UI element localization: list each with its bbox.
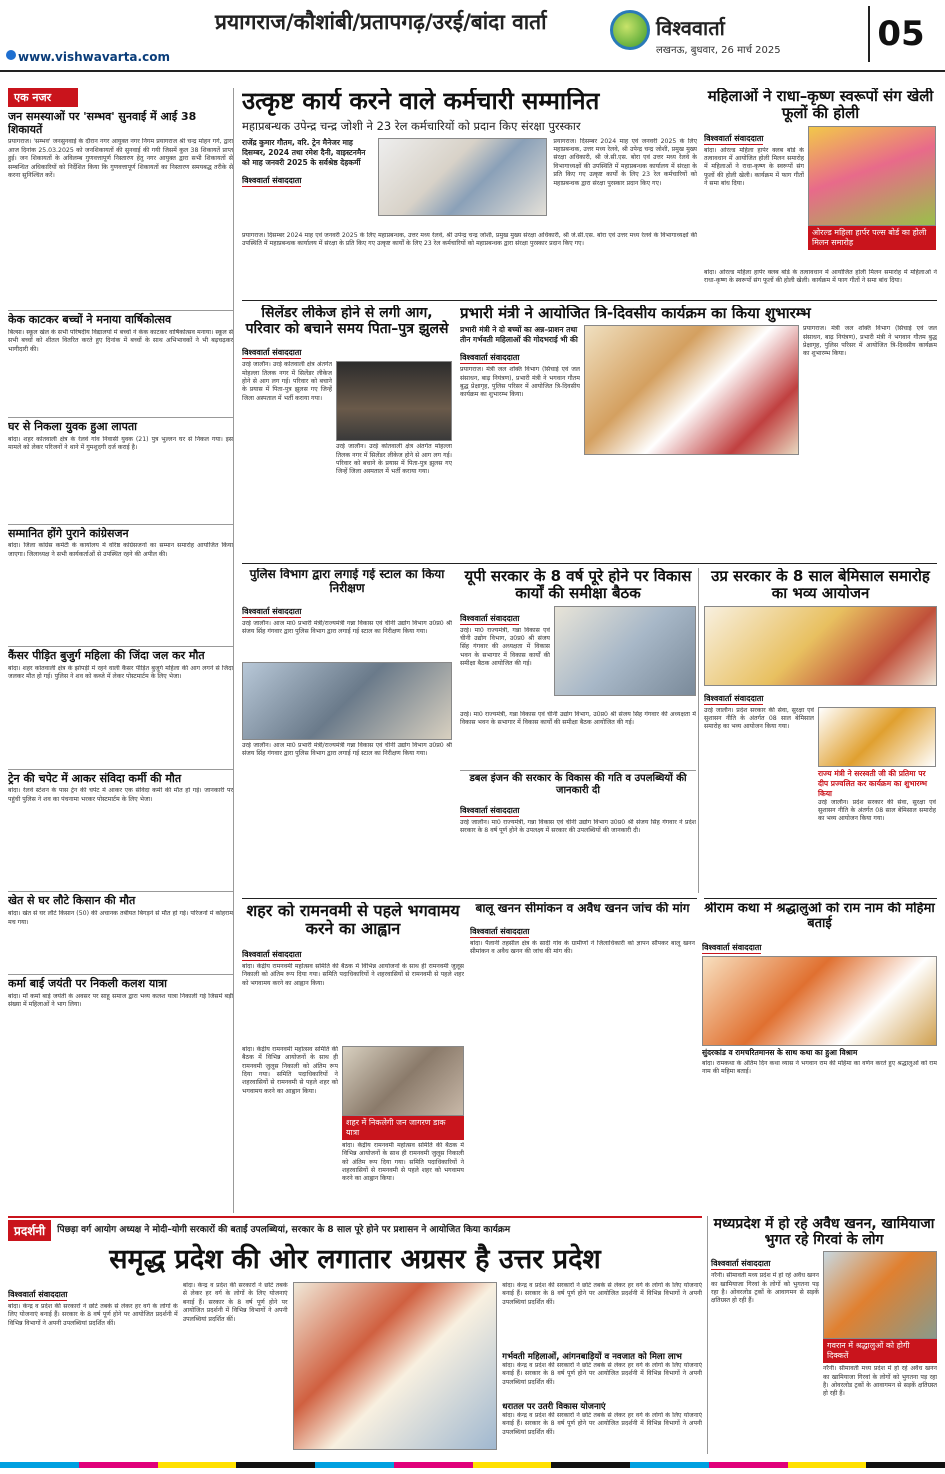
fire-body: उरई जालौन। उरई कोतवाली क्षेत्र अंतर्गत मोहल्ला तिलक नगर में सिलेंडर लीकेज होने से आग लग गई। परिवार को बचाने के प्रयास में पिता-पुत्र झुलस गए जिन्हें जिला अस्पताल में भर्ती कराया गया। (242, 361, 332, 402)
eight-years-headline: उप्र सरकार के 8 साल बेमिसाल समारोह का भव्य आयोजन (711, 568, 930, 603)
holi-headline: महिलाओं ने राधा–कृष्ण स्वरूपों संग खेली फूलों की होली (707, 88, 934, 123)
byline: विश्ववार्ता संवाददाता (702, 942, 762, 952)
website-url[interactable]: www.vishwavarta.com (18, 50, 170, 64)
holi-photo (808, 126, 936, 226)
ramnavami-body: बांदा। केंद्रीय रामनवमी महोत्सव समिति की बैठक में विभिन्न आयोजनों के साथ ही रामनवमी जुलूस निकाली को अंतिम रूप दिया गया। समिति पदाधिकारियों ने शहरवासियों से रामनवमी से पहले शहर को भगवामय करने का आह्वान किया। (242, 962, 464, 987)
minister-body-side: प्रयागराज। मंत्री जल शक्ति विभाग (सिंचाई एवं जल संसाधन, बाढ़ नियंत्रण), प्रभारी मंत्री ने भगवान गौतम बुद्ध प्रेक्षागृह, पुलिस परिसर में आयोजित त्रि-दिवसीय कार्यक्रम का शुभारम्भ किया। (803, 325, 937, 358)
minister-headline: प्रभारी मंत्री ने आयोजित त्रि-दिवसीय कार्यक्रम का किया शुभारम्भ (460, 305, 811, 322)
fire-headline: सिलेंडर लीकेज होने से लगी आग, परिवार को बचाने समय पिता–पुत्र झुलसे (245, 305, 449, 338)
lead-bullet: राजेंद्र कुमार गौतम, वरि. ट्रेन मैनेजर माह दिसम्बर, 2024 तथा रमेश दैनी, वाइस्टनमैन को माह जनवरी 2025 के सर्वश्रेष्ठ देहकर्मी (242, 137, 366, 167)
photo-caption: गवरान में श्रद्धालुओं को होगी दिक्कतें (823, 1339, 937, 1363)
eight-years-story (704, 568, 937, 893)
byline: विश्ववार्ता संवाददाता (8, 1290, 68, 1299)
exhibition-body: बांदा। केन्द्र व प्रदेश की सरकारों ने छोटे तबके से लेकर हर वर्ग के लोगों के लिए योजनाएं बनाई हैं। सरकार के 8 वर्ष पूर्ण होने पर आयोजित प्रदर्शनी में विभिन्न विभागों ने अपनी उपलब्धियां प्रदर्शित कीं। (8, 1303, 178, 1327)
lead-body-side: प्रयागराज। दिसम्बर 2024 माह एवं जनवरी 2025 के लिए महाप्रबन्धक, उत्तर मध्य रेलवे, श्री उपेन्द्र चन्द्र जोशी, प्रमुख मुख्य संरक्षा अधिकारी, श्री जे.सी.एस. बोरा एवं उत्तर मध्य रेलवे के विभागाध्यक्षों की उपस्थिति में महाप्रबन्धक कार्यालय में संरक्षा के प्रति किए गए उत्कृष्ट कार्यों के लिए 23 रेल कर्मचारियों को महाप्रबन्धक द्वारा संरक्षा पुरस्कार प्रदान किए गए। (553, 137, 697, 187)
review-body-more: उरई। मा0 राज्यमंत्री, गन्ना विकास एवं चीनी उद्योग विभाग, उ0प्र0 श्री संजय सिंह गंगवार की अध्यक्षता में विकास भवन के सभागार में विकास कार्यों की समीक्षा बैठक आयोजित की गई। (460, 710, 696, 726)
section-tag: प्रदर्शनी (8, 1220, 51, 1241)
globe-icon (6, 50, 16, 60)
story-body: बांदा। माँ कर्मा बाई जयंती के अवसर पर साहू समाज द्वारा भव्य कलश यात्रा निकाली गई जिसमें बड़ी संख्या में महिलाओं ने भाग लिया। (8, 992, 233, 1009)
exhibition-strap (8, 1216, 702, 1242)
story-headline: जन समस्याओं पर 'सम्भव' सुनवाई में आई 38 शिकायतें (8, 110, 197, 136)
eight-years-body: उरई जालौन। प्रदेश सरकार की सेवा, सुरक्षा एवं सुशासन नीति के अंतर्गत 08 साल बेमिसाल समारोह का भव्य आयोजन किया गया। (704, 706, 814, 731)
exhibition-body-5: बांदा। केन्द्र व प्रदेश की सरकारों ने छोटे तबके से लेकर हर वर्ग के लोगों के लिए योजनाएं बनाई हैं। सरकार के 8 वर्ष पूर्ण होने पर आयोजित प्रदर्शनी में विभिन्न विभागों ने अपनी उपलब्धियां प्रदर्शित कीं। (502, 1412, 702, 1436)
story-body: बांदा। शहर कोतवाली क्षेत्र के झोपड़ी में रहने वाली कैंसर पीड़ित बुजुर्ग महिला की आग लगने से जिंदा जलकर मौत हो गई। पुलिस ने शव को कब्जे में लेकर पोस्टमार्टम के लिए भेजा। (8, 664, 233, 681)
police-headline: पुलिस विभाग द्वारा लगाई गई स्टाल का किया निरीक्षण (249, 568, 445, 595)
section-tag: एक नजर (8, 88, 78, 107)
subheading: धरातल पर उतरी विकास योजनाएं (502, 1402, 606, 1412)
byline: विश्ववार्ता संवाददाता (242, 175, 302, 185)
fire-story (242, 305, 452, 560)
photo-caption: ओरल्ड महिला हार्पर पल्स बोर्ड का होली मिलन समारोह (808, 226, 936, 250)
minister-story (460, 305, 937, 560)
mp-mining-story (707, 1216, 937, 1454)
divider (242, 563, 937, 564)
story-body: बांदा। शहर कोतवाली क्षेत्र के रेलवे गांव निवासी युवक (21) पुत्र भुल्लन घर से निकल गया। इस मामले को लेकर परिजनों ने थाने में गुमशुदगी दर्ज कराई है। (8, 435, 233, 451)
story-body: बांदा। जिला कांग्रेस कमेटी के कार्यालय में वरिष्ठ कांग्रेसजनों का सम्मान समारोह आयोजित किया जाएगा। जिलाध्यक्ष ने सभी कार्यकर्ताओं से उपस्थित रहने की अपील की। (8, 542, 233, 558)
fire-body-more: उरई जालौन। उरई कोतवाली क्षेत्र अंतर्गत मोहल्ला तिलक नगर में सिलेंडर लीकेज होने से आग लग गई। परिवार को बचाने के प्रयास में पिता-पुत्र झुलस गए जिन्हें जिला अस्पताल में भर्ती कराया गया। (336, 443, 452, 476)
column-divider (698, 568, 699, 893)
subheading: गर्भवती महिलाओं, आंगनबाड़ियों व नवजात को मिला लाभ (502, 1352, 682, 1362)
double-engine-body: उरई जालौन। मा0 राज्यमंत्री, गन्ना विकास एवं चीनी उद्योग विभाग उ0प्र0 श्री संजय सिंह गंगवार ने प्रदेश सरकार के 8 वर्ष पूर्ण होने के उपलक्ष्य में सरकार की उपलब्धियों की जानकारी दी। (460, 819, 696, 835)
story-headline: ट्रेन की चपेट में आकर संविदा कर्मी की मौत (8, 769, 233, 786)
holi-body-more: बांदा। ओरल्ड महिला हार्पर क्लब बोर्ड के तत्वावधान में आयोजित होली मिलन समारोह में महिलाओं ने राधा-कृष्ण के स्वरूपों संग फूलों की होली खेली। कार्यक्रम में फाग गीतों ने समा बांध दिया। (704, 268, 937, 284)
police-photo (242, 662, 452, 740)
photo-caption: सुंदरकांड व रामचरितमानस के साथ कथा का हुआ विश्राम (702, 1047, 858, 1057)
mp-mining-headline: मध्यप्रदेश में हो रहे अवैध खनन, खामियाजा भुगत रहे गिरवां के लोग (713, 1216, 935, 1249)
brand-logo (610, 10, 650, 50)
exhibition-strap-text: पिछड़ा वर्ग आयोग अध्यक्ष ने मोदी–योगी सरकारों की बताईं उपलब्धियां, सरकार के 8 साल पूरे होने पर प्रशासन ने आयोजित किया कार्यक्रम (57, 1224, 511, 1235)
byline: विश्ववार्ता संवाददाता (460, 353, 520, 363)
ramnavami-body-end: बांदा। केंद्रीय रामनवमी महोत्सव समिति की बैठक में विभिन्न आयोजनों के साथ ही रामनवमी जुलूस निकाली को अंतिम रूप दिया गया। समिति पदाधिकारियों ने शहरवासियों से रामनवमी से पहले शहर को भगवामय करने का आह्वान किया। (342, 1141, 464, 1183)
lamp-photo (818, 707, 936, 767)
left-column (8, 88, 234, 1213)
story-headline: खेत से घर लौटे किसान की मौत (8, 891, 233, 908)
exhibition-body-2: बांदा। केन्द्र व प्रदेश की सरकारों ने छोटे तबके से लेकर हर वर्ग के लोगों के लिए योजनाएं बनाई हैं। सरकार के 8 वर्ष पूर्ण होने पर आयोजित प्रदर्शनी में विभिन्न विभागों ने अपनी उपलब्धियां प्रदर्शित कीं। (182, 1282, 288, 1323)
byline: विश्ववार्ता संवाददाता (460, 806, 520, 815)
event-photo (704, 606, 937, 686)
story-headline: घर से निकला युवक हुआ लापता (8, 417, 233, 434)
lead-subhead: महाप्रबन्धक उपेन्द्र चन्द्र जोशी ने 23 रेल कर्मचारियों को प्रदान किए संरक्षा पुरस्कार (242, 118, 581, 133)
minister-body: प्रयागराज। मंत्री जल शक्ति विभाग (सिंचाई एवं जल संसाधन, बाढ़ नियंत्रण), प्रभारी मंत्री ने भगवान गौतम बुद्ध प्रेक्षागृह, पुलिस परिसर में आयोजित त्रि-दिवसीय कार्यक्रम का शुभारम्भ किया। (460, 366, 580, 399)
byline: विश्ववार्ता संवाददाता (242, 348, 302, 358)
masthead (0, 0, 945, 72)
brand-name: विश्ववार्ता (656, 16, 725, 40)
story-body: प्रयागराज। 'सम्भव' जनसुनवाई के दौरान नगर आयुक्त नगर निगम प्रयागराज श्री चन्द्र मोहन गर्ग, द्वारा आज दिनांक 25.03.2025 को जनशिकायतों की सुनवाई की गयी जिसमें कुल 38 शिकायतें प्राप्त हुई। जन शिकायतों के अविलम्ब गुणवत्तापूर्ण निस्तारण हेतु नगर आयुक्त द्वारा सभी शिकायतों से सम्बन्धित अधिकारियों को निर्देशित किया कि गुणवत्तापूर्ण शिकायतों का निस्तारण समयबद्ध तरीके से करना सुनिश्चित करें। (8, 138, 233, 179)
police-body: उरई जालौन। आज मा0 प्रभारी मंत्री/राज्यमंत्री गन्ना विकास एवं चीनी उद्योग विभाग उ0प्र0 श्री संजय सिंह गंगवार द्वारा पुलिस विभाग द्वारा लगाई गई स्टाल का निरीक्षण किया गया। (242, 619, 452, 635)
story-body: बांदा। रेलवे स्टेशन के पास ट्रेन की चपेट में आकर एक संविदा कर्मी की मौत हो गई। जानकारी पर पहुंची पुलिस ने शव का पंचनामा भरकर पोस्टमार्टम के लिए भेजा। (8, 787, 233, 803)
review-photo (554, 606, 696, 696)
story-body: बांदा। खेत से घर लौटे किसान (50) की अचानक तबीयत बिगड़ने से मौत हो गई। परिजनों में कोहराम मच गया। (8, 910, 233, 926)
double-engine-story (460, 770, 696, 892)
meeting-photo (342, 1046, 464, 1116)
review-body: उरई। मा0 राज्यमंत्री, गन्ना विकास एवं चीनी उद्योग विभाग, उ0प्र0 श्री संजय सिंह गंगवार की अध्यक्षता में विकास भवन के सभागार में विकास कार्यों की समीक्षा बैठक आयोजित की गई। (460, 626, 550, 668)
fire-photo (336, 361, 452, 441)
police-story (242, 568, 452, 808)
mining-story (470, 902, 695, 1212)
katha-photo (702, 956, 937, 1046)
exhibition-body-4: बांदा। केन्द्र व प्रदेश की सरकारों ने छोटे तबके से लेकर हर वर्ग के लोगों के लिए योजनाएं बनाई हैं। सरकार के 8 वर्ष पूर्ण होने पर आयोजित प्रदर्शनी में विभिन्न विभागों ने अपनी उपलब्धियां प्रदर्शित कीं। (502, 1362, 702, 1386)
byline: विश्ववार्ता संवाददाता (470, 926, 530, 936)
byline: विश्ववार्ता संवाददाता (242, 606, 302, 616)
mp-mining-body-more: नरैनी। सीमावर्ती मध्य प्रदेश में हो रहे अवैध खनन का खामियाजा गिरवां के लोगों को भुगतना पड़ रहा है। ओवरलोड ट्रकों के आवागमन से सड़कें क्षतिग्रस्त हो रही हैं। (823, 1365, 937, 1398)
mining-headline: बालू खनन सीमांकन व अवैध खनन जांच की मांग (475, 902, 690, 915)
byline: विश्ववार्ता संवाददाता (242, 949, 302, 959)
lead-headline: उत्कृष्ट कार्य करने वाले कर्मचारी सम्मानित (242, 88, 600, 115)
lead-story (242, 88, 697, 230)
shriram-story (702, 902, 937, 1212)
exhibition-photo (293, 1282, 498, 1450)
shriram-headline: श्रीराम कथा में श्रद्धालुओं को राम नाम की महिमा बताई (704, 902, 935, 931)
page-number: 05 (868, 6, 932, 62)
byline: विश्ववार्ता संवाददाता (460, 613, 520, 623)
ramnavami-story (242, 902, 464, 1212)
lead-body: प्रयागराज। दिसम्बर 2024 माह एवं जनवरी 2025 के लिए महाप्रबन्धक, उत्तर मध्य रेलवे, श्री उपेन्द्र चन्द्र जोशी, प्रमुख मुख्य संरक्षा अधिकारी, श्री जे.सी.एस. बोरा एवं उत्तर मध्य रेलवे के विभागाध्यक्षों की उपस्थिति में महाप्रबन्धक कार्यालय में संरक्षा के प्रति किए गए उत्कृष्ट कार्यों के लिए 23 रेल कर्मचारियों को महाप्रबन्धक द्वारा संरक्षा पुरस्कार प्रदान किए गए। (242, 232, 697, 248)
minister-bullet: प्रभारी मंत्री ने दो बच्चों का अन्न–प्राशन तथा तीन गर्भवती महिलाओं की गोदभराई भी की (460, 325, 578, 345)
divider (242, 300, 937, 301)
holi-body: बांदा। ओरल्ड महिला हार्पर क्लब बोर्ड के तत्वावधान में आयोजित होली मिलन समारोह में महिलाओं ने राधा-कृष्ण के स्वरूपों संग फूलों की होली खेली। कार्यक्रम में फाग गीतों ने समा बांध दिया। (704, 146, 804, 188)
story-headline: कर्मा बाई जयंती पर निकली कलश यात्रा (8, 974, 233, 991)
shriram-body: बांदा। रामकथा के अंतिम दिन कथा व्यास ने भगवान राम की महिमा का वर्णन करते हुए श्रद्धालुओं को राम नाम की महिमा बताई। (702, 1059, 937, 1076)
color-strip (0, 1462, 945, 1468)
byline: विश्ववार्ता संवाददाता (704, 693, 764, 703)
police-body-more: उरई जालौन। आज मा0 प्रभारी मंत्री/राज्यमंत्री गन्ना विकास एवं चीनी उद्योग विभाग उ0प्र0 श्री संजय सिंह गंगवार द्वारा पुलिस विभाग द्वारा लगाई गई स्टाल का निरीक्षण किया गया। (242, 741, 452, 757)
photo-caption: शहर में निकलेगी जन जागरण डाक यात्रा (342, 1116, 464, 1140)
double-engine-headline: डबल इंजन की सरकार के विकास की गति व उपलब्धियों की जानकारी दी (469, 773, 687, 796)
mining-body: बांदा। पैलानी तहसील क्षेत्र के सादी गांव के ग्रामीणों ने जिलाधिकारी को ज्ञापन सौंपकर बालू खनन सीमांकन व अवैध खनन की जांच की मांग की। (470, 939, 695, 956)
byline: विश्ववार्ता संवाददाता (711, 1259, 771, 1269)
story-headline: केक काटकर बच्चों ने मनाया वार्षिकोत्सव (8, 310, 233, 327)
eight-years-body-more: उरई जालौन। प्रदेश सरकार की सेवा, सुरक्षा एवं सुशासन नीति के अंतर्गत 08 साल बेमिसाल समारोह का भव्य आयोजन किया गया। (818, 798, 936, 823)
ramnavami-body-more: बांदा। केंद्रीय रामनवमी महोत्सव समिति की बैठक में विभिन्न आयोजनों के साथ ही रामनवमी जुलूस निकाली को अंतिम रूप दिया गया। समिति पदाधिकारियों ने शहरवासियों से रामनवमी से पहले शहर को भगवामय करने का आह्वान किया। (242, 1045, 338, 1095)
photo-caption: राज्य मंत्री ने सरस्वती जी की प्रतिमा पर दीप प्रज्वलित कर कार्यक्रम का शुभारम्भ किया (818, 768, 928, 798)
divider (704, 898, 937, 899)
review-headline: यूपी सरकार के 8 वर्ष पूरे होने पर विकास कार्यों की समीक्षा बैठक (464, 568, 692, 603)
mp-mining-body: नरैनी। सीमावर्ती मध्य प्रदेश में हो रहे अवैध खनन का खामियाजा गिरवां के लोगों को भुगतना पड़ रहा है। ओवरलोड ट्रकों के आवागमन से सड़कें क्षतिग्रस्त हो रही हैं। (711, 1272, 819, 1305)
story-headline: कैंसर पीड़ित बुजुर्ग महिला की जिंदा जल कर मौत (8, 646, 233, 663)
story-body: बिल्सा। स्कूल खेल के सभी परिषदीय विद्यालयों में बच्चों ने केक काटकर वार्षिकोत्सव मनाया। स्कूल से सभी बच्चों को शीतल वितरित करते हुए दिनांक में बच्चों के साथ अभिभावकों ने भी बढ़चढ़कर भागीदारी की। (8, 328, 233, 353)
divider (242, 898, 697, 899)
exhibition-story (8, 1282, 702, 1454)
story-headline: सम्मानित होंगे पुराने कांग्रेसजन (8, 524, 233, 541)
truck-photo (823, 1251, 937, 1339)
exhibition-headline: समृद्ध प्रदेश की ओर लगातार अग्रसर है उत्तर प्रदेश (109, 1244, 601, 1275)
page-title: प्रयागराज/कौशांबी/प्रतापगढ़/उरई/बांदा वार्ता (215, 10, 547, 34)
award-photo (378, 138, 548, 216)
ramnavami-headline: शहर को रामनवमी से पहले भगवामय करने का आह्वान (246, 902, 460, 939)
holi-story (704, 88, 937, 298)
byline: विश्ववार्ता संवाददाता (704, 133, 764, 143)
location-date: लखनऊ, बुधवार, 26 मार्च 2025 (656, 45, 781, 56)
exhibition-body-3: बांदा। केन्द्र व प्रदेश की सरकारों ने छोटे तबके से लेकर हर वर्ग के लोगों के लिए योजनाएं बनाई हैं। सरकार के 8 वर्ष पूर्ण होने पर आयोजित प्रदर्शनी में विभिन्न विभागों ने अपनी उपलब्धियां प्रदर्शित कीं। (502, 1282, 702, 1306)
minister-photo (584, 325, 799, 455)
